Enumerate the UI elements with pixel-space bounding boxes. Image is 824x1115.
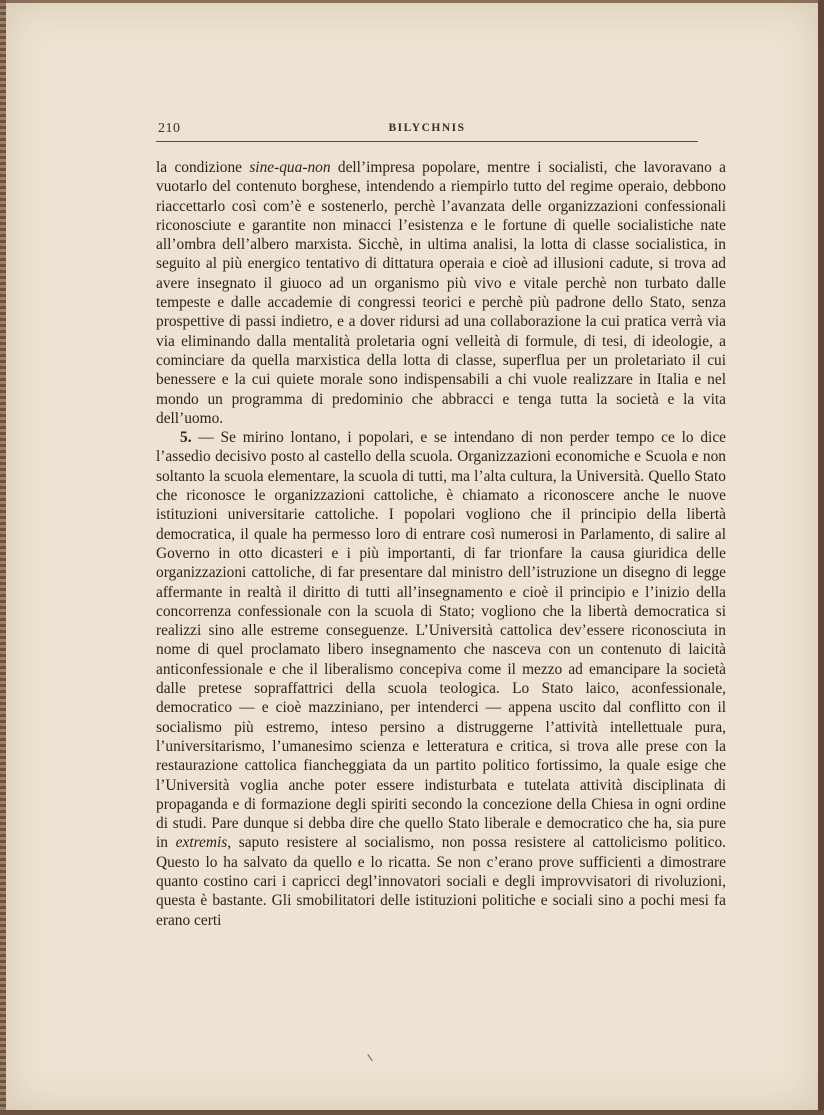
text-run: la condizione — [156, 159, 250, 176]
section-number: 5. — [180, 429, 192, 447]
paragraph — [156, 428, 726, 930]
page-header — [158, 121, 696, 139]
header-rule — [156, 141, 698, 142]
paragraph — [156, 158, 726, 428]
body-text — [156, 158, 726, 930]
text-run: — Se mirino lontano, i popolari, e se intendano di non perder tempo ce lo dice l’assedio decisivo posto al castello della scuola. Organizzazioni economiche e Scuola e non soltanto la scuola elementare, la scuola di tutti, ma l’alta cultura, la Università. Quello Stato che riconosce le organizzazioni cattoliche, è chiamato a riconoscere anche le nuove istituzioni universitarie cattoliche. I popolari vogliono che il principio della libertà democratica, il quale ha permesso loro di entrare così numerosi in Parlamento, di salire al Governo in otto dicasteri e i più importanti, di far trionfare la causa giuridica delle organizzazioni cattoliche, di far presentare dal ministro dell’istruzione un disegno di legge affermante in realtà il diritto di tutti all’insegnamento e cioè il principio e l’inizio della concorrenza confessionale con la scuola di Stato; vogliono che la libertà democratica si realizzi sino alle estreme conseguenze. L’Università cattolica dev’essere riconosciuta in nome di quel proclamato libero insegnamento che nasceva con un contenuto di laicità anticonfessionale e che il liberalismo concepiva come il mezzo ad emancipare la società dalle pretese sopraffattrici della scuola teologica. Lo Stato laico, aconfessionale, democratico — e cioè mazziniano, per intenderci — appena uscito dal conflitto con il socialismo più estremo, inteso persino a distruggerne l’attività intellettuale pura, l’universitarismo, l’umanesimo scienza e letteratura e critica, si trova alle prese con la restaurazione cattolica fiancheggiata da un partito politico fortissimo, la quale esige che l’Università voglia anche poter essere indisturbata e tutelata attività disciplinata di propaganda e di formazione degli spiriti secondo la concezione della Chiesa in ogni ordine di studi. Pare dunque si debba dire che quello Stato liberale e democratico che ha, sia pure in — [156, 429, 726, 852]
text-run: , saputo resistere al socialismo, non possa resistere al cattolicismo politico. Questo lo ha salvato da quello e lo ricatta. Se non c’erano prove sufficienti a dimostrare quanto costino cari i capricci degl’innovatori sociali e degli improvvisatori di rivoluzioni, questa è bastante. Gli smobilitatori delle istituzioni politiche e sociali sino a pochi mesi fa erano certi — [156, 834, 726, 929]
italic-phrase: sine-qua-non — [249, 159, 331, 176]
running-head: BILYCHNIS — [388, 122, 466, 134]
page-number: 210 — [158, 121, 181, 136]
page-right-edge — [818, 0, 824, 1115]
page-bottom-edge — [0, 1110, 824, 1115]
italic-phrase: extremis — [175, 834, 228, 852]
text-run: dell’impresa popolare, mentre i socialisti, che lavoravano a vuotarlo del contenuto borghese, intendendo a riempirlo tutto del regime operaio, debbono riaccettarlo così com’è e sostenerlo, perchè l’avanzata delle organizzazioni confessionali riconosciute e garantite non minacci l’esistenza e le fortune di quelle socialistiche nate all’ombra dell’albero marxista. Sicchè, in ultima analisi, la lotta di classe socialistica, in seguito al più energico tentativo di dittatura operaia e cioè ad illusioni cadute, si trova ad avere insegnato il giuoco ad un organismo più vivo e vitale perchè non turbato dalle tempeste e dalle accademie di congressi teorici e perchè più padrone dello Stato, senza prospettive di passi indietro, e a dover ridursi ad una collaborazione la cui pratica verrà via via eliminando dalla mentalità proletaria ogni velleità di formule, di tesi, di ideologie, a cominciare da quella marxistica della lotta di classe, superflua per un proletariato il cui benessere e la cui quiete morale sono indispensabili a chi vuole realizzare in Italia e nel mondo un programma di predominio che abbracci e tenga tutta la società e la vita dell’uomo. — [156, 159, 726, 427]
